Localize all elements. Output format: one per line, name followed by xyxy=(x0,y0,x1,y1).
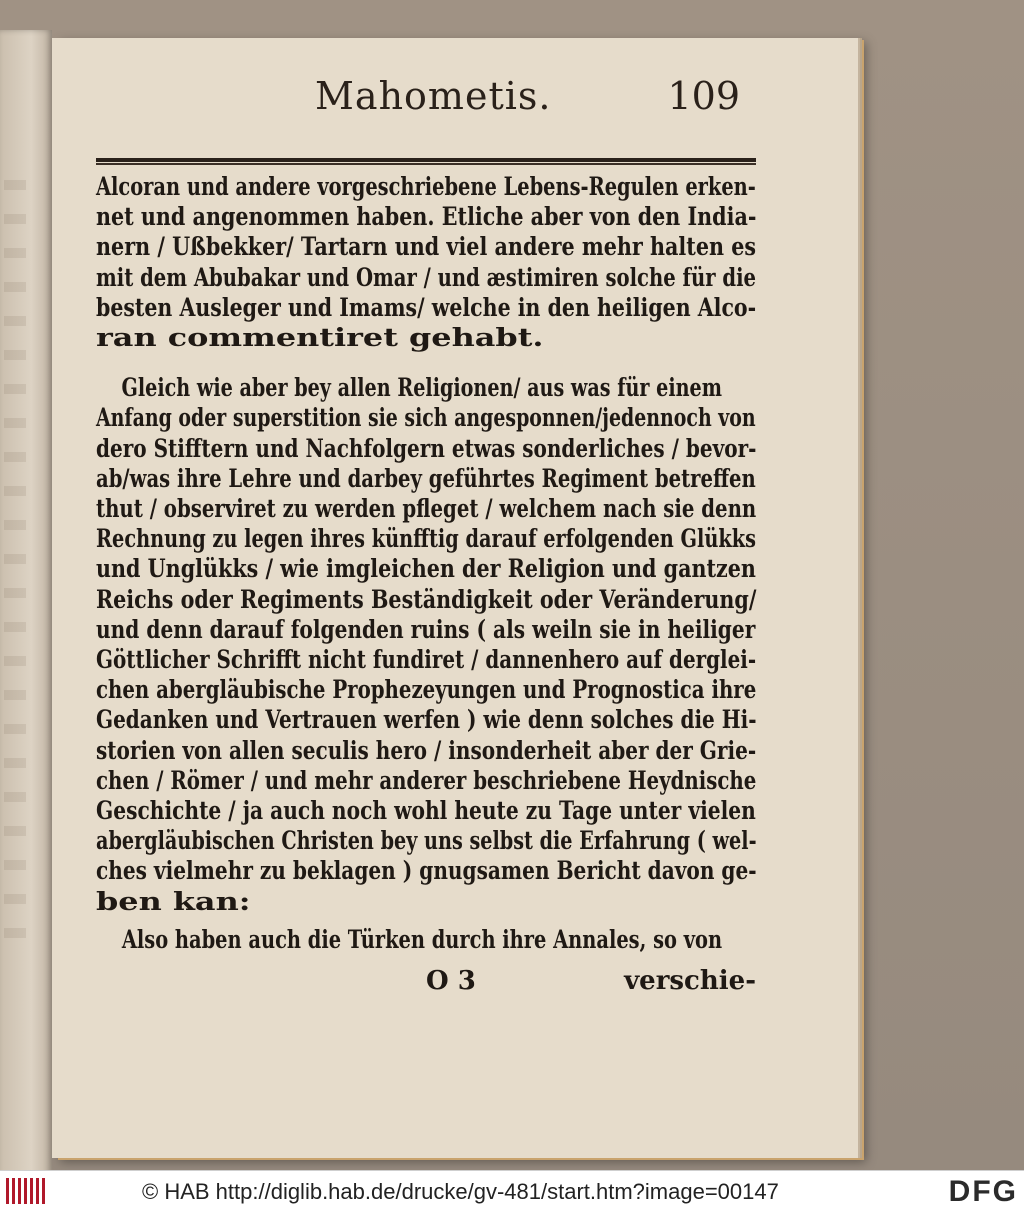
paragraph-3 xyxy=(96,925,756,955)
text-line: Rechnung zu legen ihres künfftig darauf erfolgenden Glükks xyxy=(96,524,756,555)
paragraph-gap xyxy=(96,917,756,925)
paragraph-gap xyxy=(96,353,756,373)
text-line: Göttlicher Schrifft nicht fundiret / dannenhero auf derglei- xyxy=(96,645,757,676)
text-line: abergläubischen Christen bey uns selbst die Erfahrung ( wel- xyxy=(96,826,757,857)
page-header xyxy=(60,68,760,128)
text-line: Geschichte / ja auch noch wohl heute zu Tage unter vielen xyxy=(96,796,756,827)
text-line: chen / Römer / und mehr anderer beschriebene Heydnische xyxy=(96,765,757,796)
text-line: dero Stifftern und Nachfolgern etwas sonderliches / bevor- xyxy=(96,433,757,464)
text-line: thut / observiret zu werden pfleget / welchem nach sie denn xyxy=(96,494,757,525)
text-line: und denn darauf folgenden ruins ( als weiln sie in heiliger xyxy=(96,614,756,645)
text-line: ab/was ihre Lehre und darbey geführtes Regiment betreffen xyxy=(96,463,756,494)
text-line: nern / Ußbekker/ Tartarn und viel andere mehr halten es xyxy=(96,232,757,263)
text-line: ben kan: xyxy=(96,886,251,917)
text-line: ches vielmehr zu beklagen ) gnugsamen Bericht davon ge- xyxy=(96,856,757,887)
page-text xyxy=(96,172,756,955)
page-footer xyxy=(96,966,756,998)
page-number: 109 xyxy=(667,74,740,118)
running-title: Mahometis. xyxy=(315,74,552,118)
text-line: Reichs oder Regiments Beständigkeit oder Veränderung/ xyxy=(96,584,757,615)
text-line: net und angenommen haben. Etliche aber von den India- xyxy=(96,202,757,233)
text-line: mit dem Abubakar und Omar / und æstimiren solche für die xyxy=(96,262,757,293)
previous-page-edge xyxy=(0,30,52,1200)
catchword: verschie- xyxy=(624,966,756,996)
text-line: und Unglükks / wie imgleichen der Religion und gantzen xyxy=(96,554,756,585)
text-line: ran commentiret gehabt. xyxy=(96,323,544,354)
signature-mark: O 3 xyxy=(426,966,476,996)
header-rule xyxy=(96,158,756,162)
text-line: Anfang oder superstition sie sich angesponnen/jedennoch von xyxy=(96,403,756,434)
copyright-link[interactable]: © HAB http://diglib.hab.de/drucke/gv-481/start.htm?image=00147 xyxy=(142,1179,779,1204)
header-rule-thin xyxy=(96,163,756,165)
text-line: storien von allen seculis hero / insonderheit aber der Grie- xyxy=(96,735,757,766)
paragraph-2 xyxy=(96,373,756,917)
text-line: Gedanken und Vertrauen werfen ) wie denn solches die Hi- xyxy=(96,705,757,736)
previous-page-bleed xyxy=(4,180,26,960)
dfg-logo: DFG xyxy=(948,1175,1018,1208)
text-line: Also haben auch die Türken durch ihre Annales, so von xyxy=(121,924,723,955)
hab-logo-icon xyxy=(6,1178,46,1204)
text-line: Gleich wie aber bey allen Religionen/ aus was für einem xyxy=(121,373,722,404)
text-line: chen abergläubische Prophezeyungen und Prognostica ihre xyxy=(96,675,757,706)
text-line: besten Ausleger und Imams/ welche in den heiligen Alco- xyxy=(96,292,757,323)
text-line: Alcoran und andere vorgeschriebene Lebens-Regulen erken- xyxy=(96,172,756,202)
footer-bar xyxy=(0,1170,1024,1210)
paragraph-1 xyxy=(96,172,756,353)
